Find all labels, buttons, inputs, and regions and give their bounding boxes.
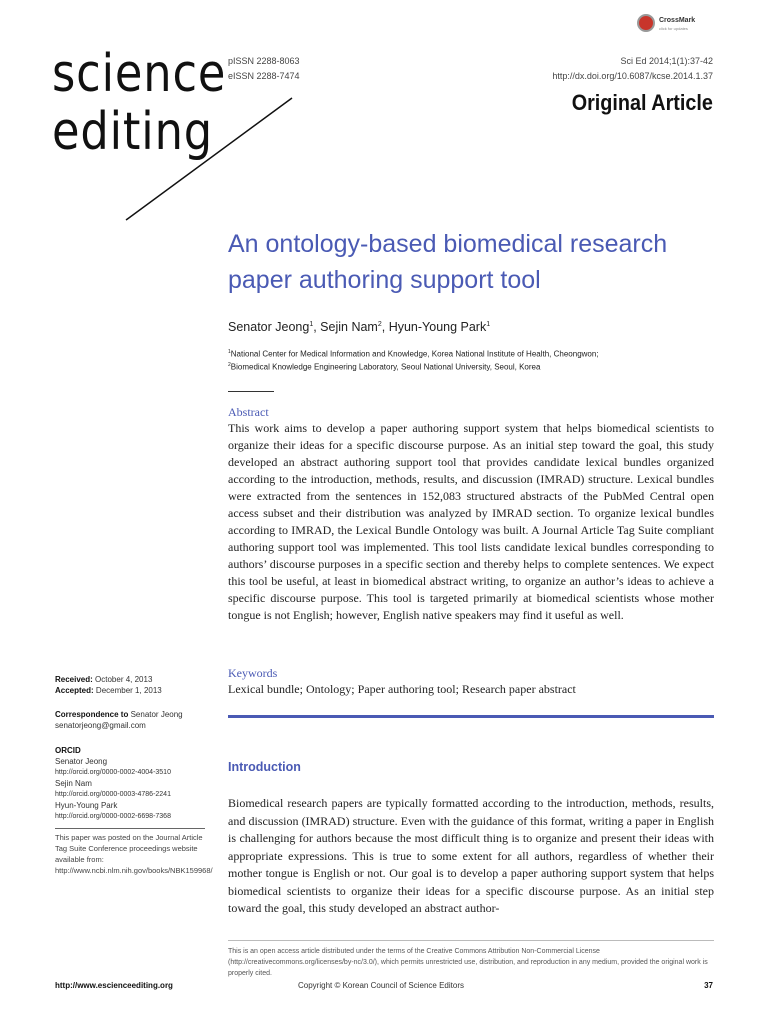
introduction-heading: Introduction bbox=[228, 760, 301, 774]
crossmark-badge[interactable] bbox=[637, 14, 717, 36]
abstract-heading: Abstract bbox=[228, 405, 269, 419]
affiliation-text: Biomedical Knowledge Engineering Laboratory, Seoul National University, Seoul, Korea bbox=[230, 362, 541, 372]
orcid-label: ORCID bbox=[55, 746, 81, 755]
journal-citation: Sci Ed 2014;1(1):37-42 bbox=[620, 56, 713, 66]
footnote-divider bbox=[228, 940, 714, 941]
received-value: October 4, 2013 bbox=[95, 675, 153, 684]
author-list bbox=[228, 320, 490, 334]
correspondence-name: Senator Jeong bbox=[130, 710, 183, 719]
sidebar-divider bbox=[55, 828, 205, 829]
crossmark-icon bbox=[637, 14, 655, 32]
affiliation-number: 2 bbox=[228, 362, 231, 368]
print-issn: pISSN 2288-8063 bbox=[228, 56, 300, 66]
license-note: This is an open access article distributed under the terms of the Creative Commons Attribution Non-Commercial License (http://creativecommons.org/licenses/by-nc/3.0/), which permits unrestricted use, distribution, and reproduction in any medium, provided the original work is properly cited. bbox=[228, 948, 708, 977]
proceedings-note: This paper was posted on the Journal Article Tag Suite Conference proceedings website available from: http://www.ncbi.nlm.nih.gov/books/NBK159968/ bbox=[55, 833, 213, 875]
abstract-text: This work aims to develop a paper authoring support system that helps biomedical scientists to organize their ideas for a specific discourse purpose. As an initial step toward the goal, this study developed an abstract authoring support tool that provides candidate lexical bundles organized according to the introduction, methods, results, and discussion (IMRAD) structure. Lexical bundles were extracted from the sentences in 152,083 structured abstracts of the PubMed Central open access subset and their distribution was analyzed by IMRAD section. To organize lexical bundles according to IMRAD, the Lexical Bundle Ontology was built. A Journal Article Tag Suite compliant authoring support tool was implemented. This tool lists candidate lexical bundles corresponding to authors’ discourse purposes in a specific section and thereby helps to complete sentences. We expect this tool be useful, at least in biomedical abstract writing, to organize an author’s ideas to achieve a specific discourse purpose. This tool is targeted primarily at biomedical scientists whose mother tongue is not English; however, English native speakers may find it useful as well. bbox=[228, 421, 714, 622]
keywords-text: Lexical bundle; Ontology; Paper authoring tool; Research paper abstract bbox=[228, 682, 576, 696]
accepted-date bbox=[55, 685, 162, 696]
accepted-label: Accepted: bbox=[55, 686, 94, 695]
journal-logo bbox=[52, 40, 302, 230]
author-separator: , bbox=[313, 320, 321, 334]
journal-website-link[interactable]: http://www.escienceediting.org bbox=[55, 981, 173, 990]
keywords-heading: Keywords bbox=[228, 666, 278, 680]
correspondence-label: Correspondence to bbox=[55, 710, 129, 719]
orcid-link[interactable]: http://orcid.org/0000-0003-4786-2241 bbox=[55, 791, 171, 798]
orcid-author-name: Sejin Nam bbox=[55, 779, 92, 788]
electronic-issn: eISSN 2288-7474 bbox=[228, 71, 300, 81]
orcid-author-name: Senator Jeong bbox=[55, 757, 108, 766]
affiliation-number: 1 bbox=[228, 349, 231, 355]
crossmark-label: CrossMark bbox=[659, 17, 696, 24]
logo-word-editing: editing bbox=[52, 102, 214, 162]
orcid-link[interactable]: http://orcid.org/0000-0002-4004-3510 bbox=[55, 769, 171, 776]
correspondence bbox=[55, 709, 183, 720]
author-name: Sejin Nam bbox=[320, 320, 378, 334]
crossmark-sub: click for updates bbox=[659, 26, 688, 31]
affiliation bbox=[228, 362, 540, 372]
author-affiliation-mark: 1 bbox=[309, 320, 314, 328]
logo-word-science: science bbox=[52, 44, 227, 104]
title-line-1: An ontology-based biomedical research bbox=[228, 230, 668, 258]
accepted-value: December 1, 2013 bbox=[95, 686, 162, 695]
introduction-text: Biomedical research papers are typically formatted according to the introduction, methods, results, and discussion (IMRAD) structure. Even with the guidance of this format, writing a paper in English is challenging for authors because the most difficult thing is to organize and present their ideas with appropriate expressions. This is true to some extent for all authors, regardless of whether their mother tongue is English or not. Our goal is to develop a paper authoring support system that helps biomedical scientists to organize their ideas for a specific discourse purpose. As an initial step toward the goal, this study developed an abstract author- bbox=[228, 796, 714, 915]
article-title bbox=[228, 226, 708, 298]
received-label: Received: bbox=[55, 675, 93, 684]
author-affiliation-mark: 1 bbox=[486, 320, 491, 328]
divider bbox=[228, 391, 274, 392]
correspondence-email[interactable]: senatorjeong@gmail.com bbox=[55, 721, 146, 730]
author-name: Senator Jeong bbox=[228, 320, 310, 334]
orcid-author-name: Hyun-Young Park bbox=[55, 801, 118, 810]
article-type: Original Article bbox=[571, 90, 713, 115]
orcid-heading bbox=[55, 745, 81, 756]
affiliation bbox=[228, 349, 599, 359]
author-affiliation-mark: 2 bbox=[377, 320, 382, 328]
page-number: 37 bbox=[704, 981, 713, 990]
author-separator: , bbox=[381, 320, 389, 334]
received-date bbox=[55, 674, 152, 685]
copyright: Copyright © Korean Council of Science Editors bbox=[298, 981, 464, 990]
affiliation-text: National Center for Medical Information and Knowledge, Korea National Institute of Health, Cheongwon; bbox=[230, 349, 599, 359]
title-line-2: paper authoring support tool bbox=[228, 266, 541, 294]
author-name: Hyun-Young Park bbox=[388, 320, 487, 334]
orcid-link[interactable]: http://orcid.org/0000-0002-6698-7368 bbox=[55, 813, 171, 820]
section-divider bbox=[228, 715, 714, 718]
doi-link[interactable]: http://dx.doi.org/10.6087/kcse.2014.1.37 bbox=[552, 71, 713, 81]
logo-slash bbox=[52, 40, 302, 230]
